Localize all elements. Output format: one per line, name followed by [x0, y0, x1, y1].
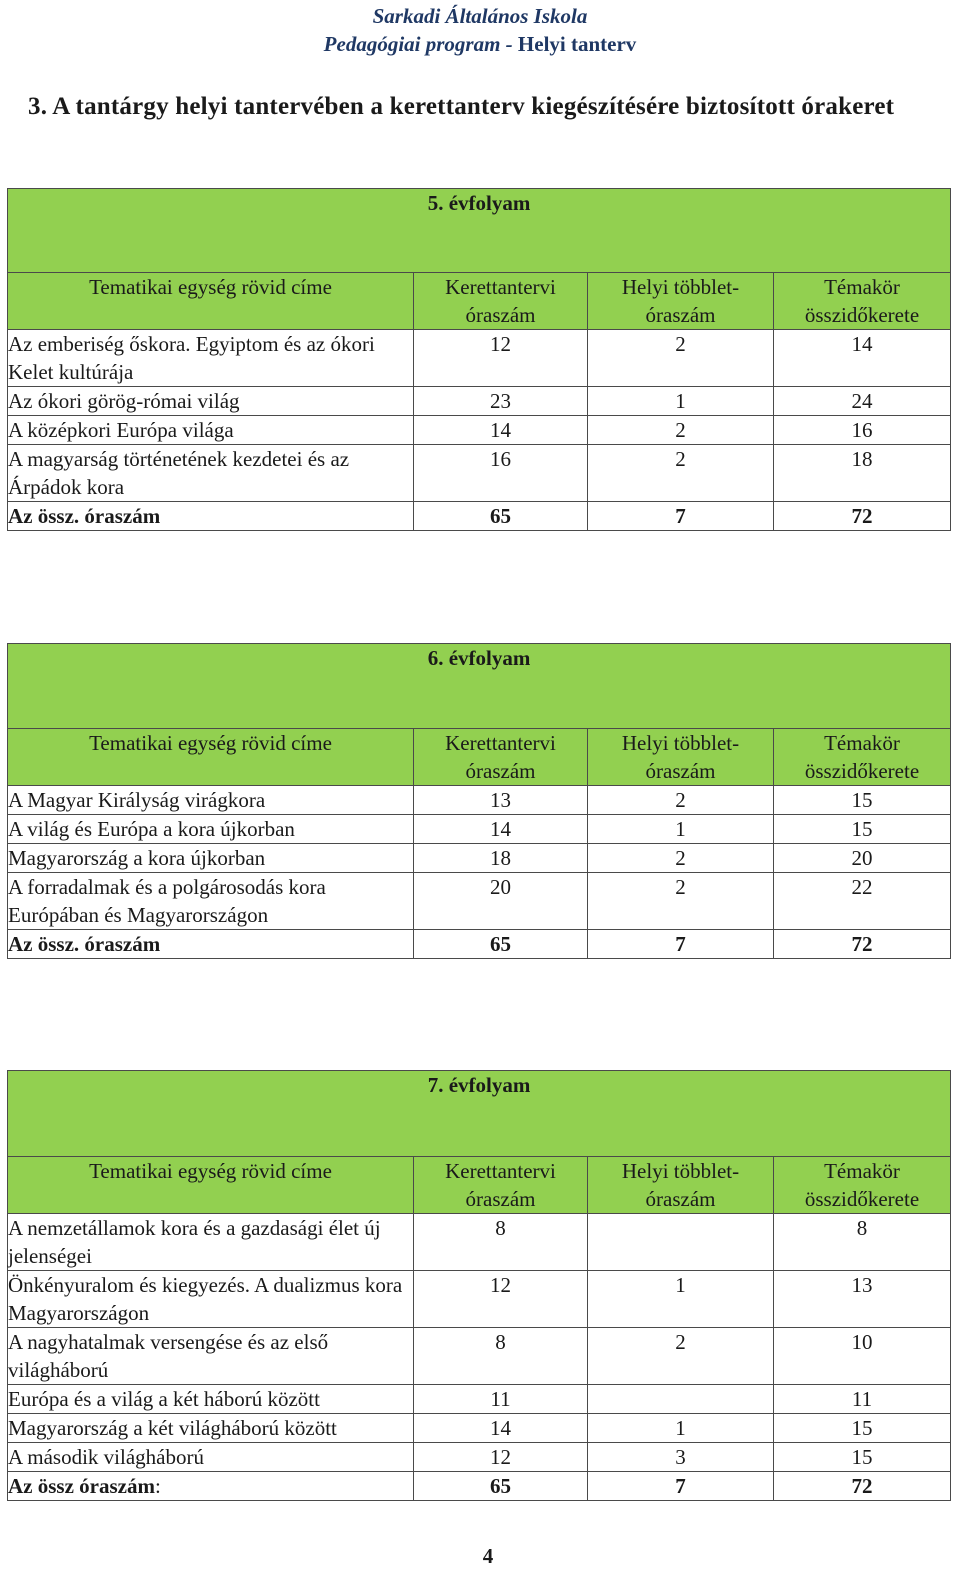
total-hours-cell: 11 — [774, 1385, 951, 1414]
total-hours-cell: 24 — [774, 387, 951, 416]
local-hours-cell: 2 — [588, 416, 774, 445]
topic-cell: A magyarság történetének kezdetei és az Árpádok kora — [8, 445, 414, 502]
total-hours-cell: 15 — [774, 786, 951, 815]
col-header-total — [774, 273, 951, 330]
col-header-text: összidőkerete — [804, 303, 920, 327]
col-header-text: összidőkerete — [804, 759, 920, 783]
framework-hours-cell: 20 — [414, 873, 588, 930]
local-hours-cell: 1 — [588, 1414, 774, 1443]
total-hours-cell: 22 — [774, 873, 951, 930]
local-hours-cell: 1 — [588, 387, 774, 416]
total-hours-cell: 16 — [774, 416, 951, 445]
total-row — [8, 930, 951, 959]
section-heading: 3. A tantárgy helyi tantervében a kerettanterv kiegészítésére biztosított órakeret — [28, 93, 895, 120]
framework-hours-cell: 8 — [414, 1328, 588, 1385]
topic-cell: Európa és a világ a két háború között — [8, 1385, 414, 1414]
local-hours-cell — [588, 1214, 774, 1271]
total-hours-cell: 18 — [774, 445, 951, 502]
col-header-framework — [414, 729, 588, 786]
local-hours-cell: 1 — [588, 815, 774, 844]
framework-hours-cell: 16 — [414, 445, 588, 502]
table-row — [8, 387, 951, 416]
col-header-text: Helyi többlet- — [621, 275, 740, 299]
col-header-text: Kerettantervi — [445, 1159, 556, 1183]
table-row — [8, 1414, 951, 1443]
local-hours-total: 7 — [588, 1472, 774, 1501]
table-row — [8, 445, 951, 502]
col-header-text: Helyi többlet- — [621, 1159, 740, 1183]
total-hours-cell: 15 — [774, 815, 951, 844]
total-row — [8, 1472, 951, 1501]
total-hours-cell: 20 — [774, 844, 951, 873]
total-hours-cell: 8 — [774, 1214, 951, 1271]
table-row — [8, 844, 951, 873]
col-header-text: óraszám — [465, 759, 536, 783]
framework-hours-cell: 13 — [414, 786, 588, 815]
local-hours-cell: 3 — [588, 1443, 774, 1472]
framework-hours-cell: 18 — [414, 844, 588, 873]
table-row — [8, 1385, 951, 1414]
col-header-text: Kerettantervi — [445, 731, 556, 755]
grade-title: 6. évfolyam — [8, 644, 951, 729]
col-header-text: Témakör — [824, 1159, 900, 1183]
topic-cell: Magyarország a kora újkorban — [8, 844, 414, 873]
local-hours-cell: 2 — [588, 330, 774, 387]
total-hours-cell: 13 — [774, 1271, 951, 1328]
total-hours-cell: 15 — [774, 1414, 951, 1443]
grade-5-table — [7, 188, 951, 531]
topic-cell: A Magyar Királyság virágkora — [8, 786, 414, 815]
grade-7-table — [7, 1070, 951, 1501]
col-header-framework — [414, 1157, 588, 1214]
col-header-text: Témakör — [824, 731, 900, 755]
document-title — [0, 32, 960, 57]
framework-hours-total: 65 — [414, 502, 588, 531]
table-row — [8, 416, 951, 445]
document-title-italic: Pedagógiai program - — [323, 32, 513, 56]
grand-total: 72 — [774, 1472, 951, 1501]
framework-hours-cell: 14 — [414, 815, 588, 844]
table-row — [8, 1214, 951, 1271]
table-row — [8, 1271, 951, 1328]
framework-hours-cell: 14 — [414, 416, 588, 445]
col-header-topic: Tematikai egység rövid címe — [8, 729, 414, 786]
col-header-text: Kerettantervi — [445, 275, 556, 299]
col-header-text: Helyi többlet- — [621, 731, 740, 755]
grade-title: 5. évfolyam — [8, 189, 951, 273]
col-header-text: óraszám — [645, 1187, 716, 1211]
col-header-text: összidőkerete — [804, 1187, 920, 1211]
local-hours-total: 7 — [588, 930, 774, 959]
local-hours-total: 7 — [588, 502, 774, 531]
framework-hours-cell: 12 — [414, 1443, 588, 1472]
document-title-plain: Helyi tanterv — [517, 32, 637, 56]
local-hours-cell: 1 — [588, 1271, 774, 1328]
col-header-text: óraszám — [645, 303, 716, 327]
topic-cell: A nemzetállamok kora és a gazdasági élet új jelenségei — [8, 1214, 414, 1271]
col-header-total — [774, 729, 951, 786]
col-header-topic: Tematikai egység rövid címe — [8, 1157, 414, 1214]
col-header-topic: Tematikai egység rövid címe — [8, 273, 414, 330]
local-hours-cell: 2 — [588, 786, 774, 815]
col-header-text: óraszám — [645, 759, 716, 783]
table-row — [8, 330, 951, 387]
local-hours-cell: 2 — [588, 873, 774, 930]
framework-hours-total: 65 — [414, 930, 588, 959]
col-header-total — [774, 1157, 951, 1214]
table-row — [8, 873, 951, 930]
total-hours-cell: 10 — [774, 1328, 951, 1385]
col-header-local — [588, 1157, 774, 1214]
grade-6-table — [7, 643, 951, 959]
local-hours-cell — [588, 1385, 774, 1414]
col-header-text: Témakör — [824, 275, 900, 299]
total-label: Az össz. óraszám — [8, 930, 414, 959]
topic-cell: A forradalmak és a polgárosodás kora Európában és Magyarországon — [8, 873, 414, 930]
local-hours-cell: 2 — [588, 445, 774, 502]
total-hours-cell: 14 — [774, 330, 951, 387]
table-row — [8, 1443, 951, 1472]
col-header-local — [588, 273, 774, 330]
framework-hours-cell: 12 — [414, 330, 588, 387]
framework-hours-cell: 14 — [414, 1414, 588, 1443]
topic-cell: A nagyhatalmak versengése és az első világháború — [8, 1328, 414, 1385]
total-label-colon: : — [154, 1474, 161, 1498]
framework-hours-cell: 23 — [414, 387, 588, 416]
framework-hours-total: 65 — [414, 1472, 588, 1501]
col-header-local — [588, 729, 774, 786]
table-row — [8, 815, 951, 844]
framework-hours-cell: 8 — [414, 1214, 588, 1271]
table-row — [8, 1328, 951, 1385]
topic-cell: A középkori Európa világa — [8, 416, 414, 445]
topic-cell: A világ és Európa a kora újkorban — [8, 815, 414, 844]
topic-cell: Önkényuralom és kiegyezés. A dualizmus kora Magyarországon — [8, 1271, 414, 1328]
col-header-text: óraszám — [465, 303, 536, 327]
topic-cell: Az emberiség őskora. Egyiptom és az ókori Kelet kultúrája — [8, 330, 414, 387]
framework-hours-cell: 12 — [414, 1271, 588, 1328]
school-name: Sarkadi Általános Iskola — [372, 4, 588, 28]
page-number: 4 — [482, 1544, 494, 1568]
local-hours-cell: 2 — [588, 1328, 774, 1385]
grand-total: 72 — [774, 502, 951, 531]
topic-cell: A második világháború — [8, 1443, 414, 1472]
framework-hours-cell: 11 — [414, 1385, 588, 1414]
total-row — [8, 502, 951, 531]
topic-cell: Magyarország a két világháború között — [8, 1414, 414, 1443]
total-label: Az össz óraszám — [8, 1474, 155, 1498]
col-header-text: óraszám — [465, 1187, 536, 1211]
grade-title: 7. évfolyam — [8, 1071, 951, 1157]
topic-cell: Az ókori görög-római világ — [8, 387, 414, 416]
col-header-framework — [414, 273, 588, 330]
table-row — [8, 786, 951, 815]
local-hours-cell: 2 — [588, 844, 774, 873]
grand-total: 72 — [774, 930, 951, 959]
total-hours-cell: 15 — [774, 1443, 951, 1472]
total-label: Az össz. óraszám — [8, 502, 414, 531]
total-label-cell — [8, 1472, 414, 1501]
